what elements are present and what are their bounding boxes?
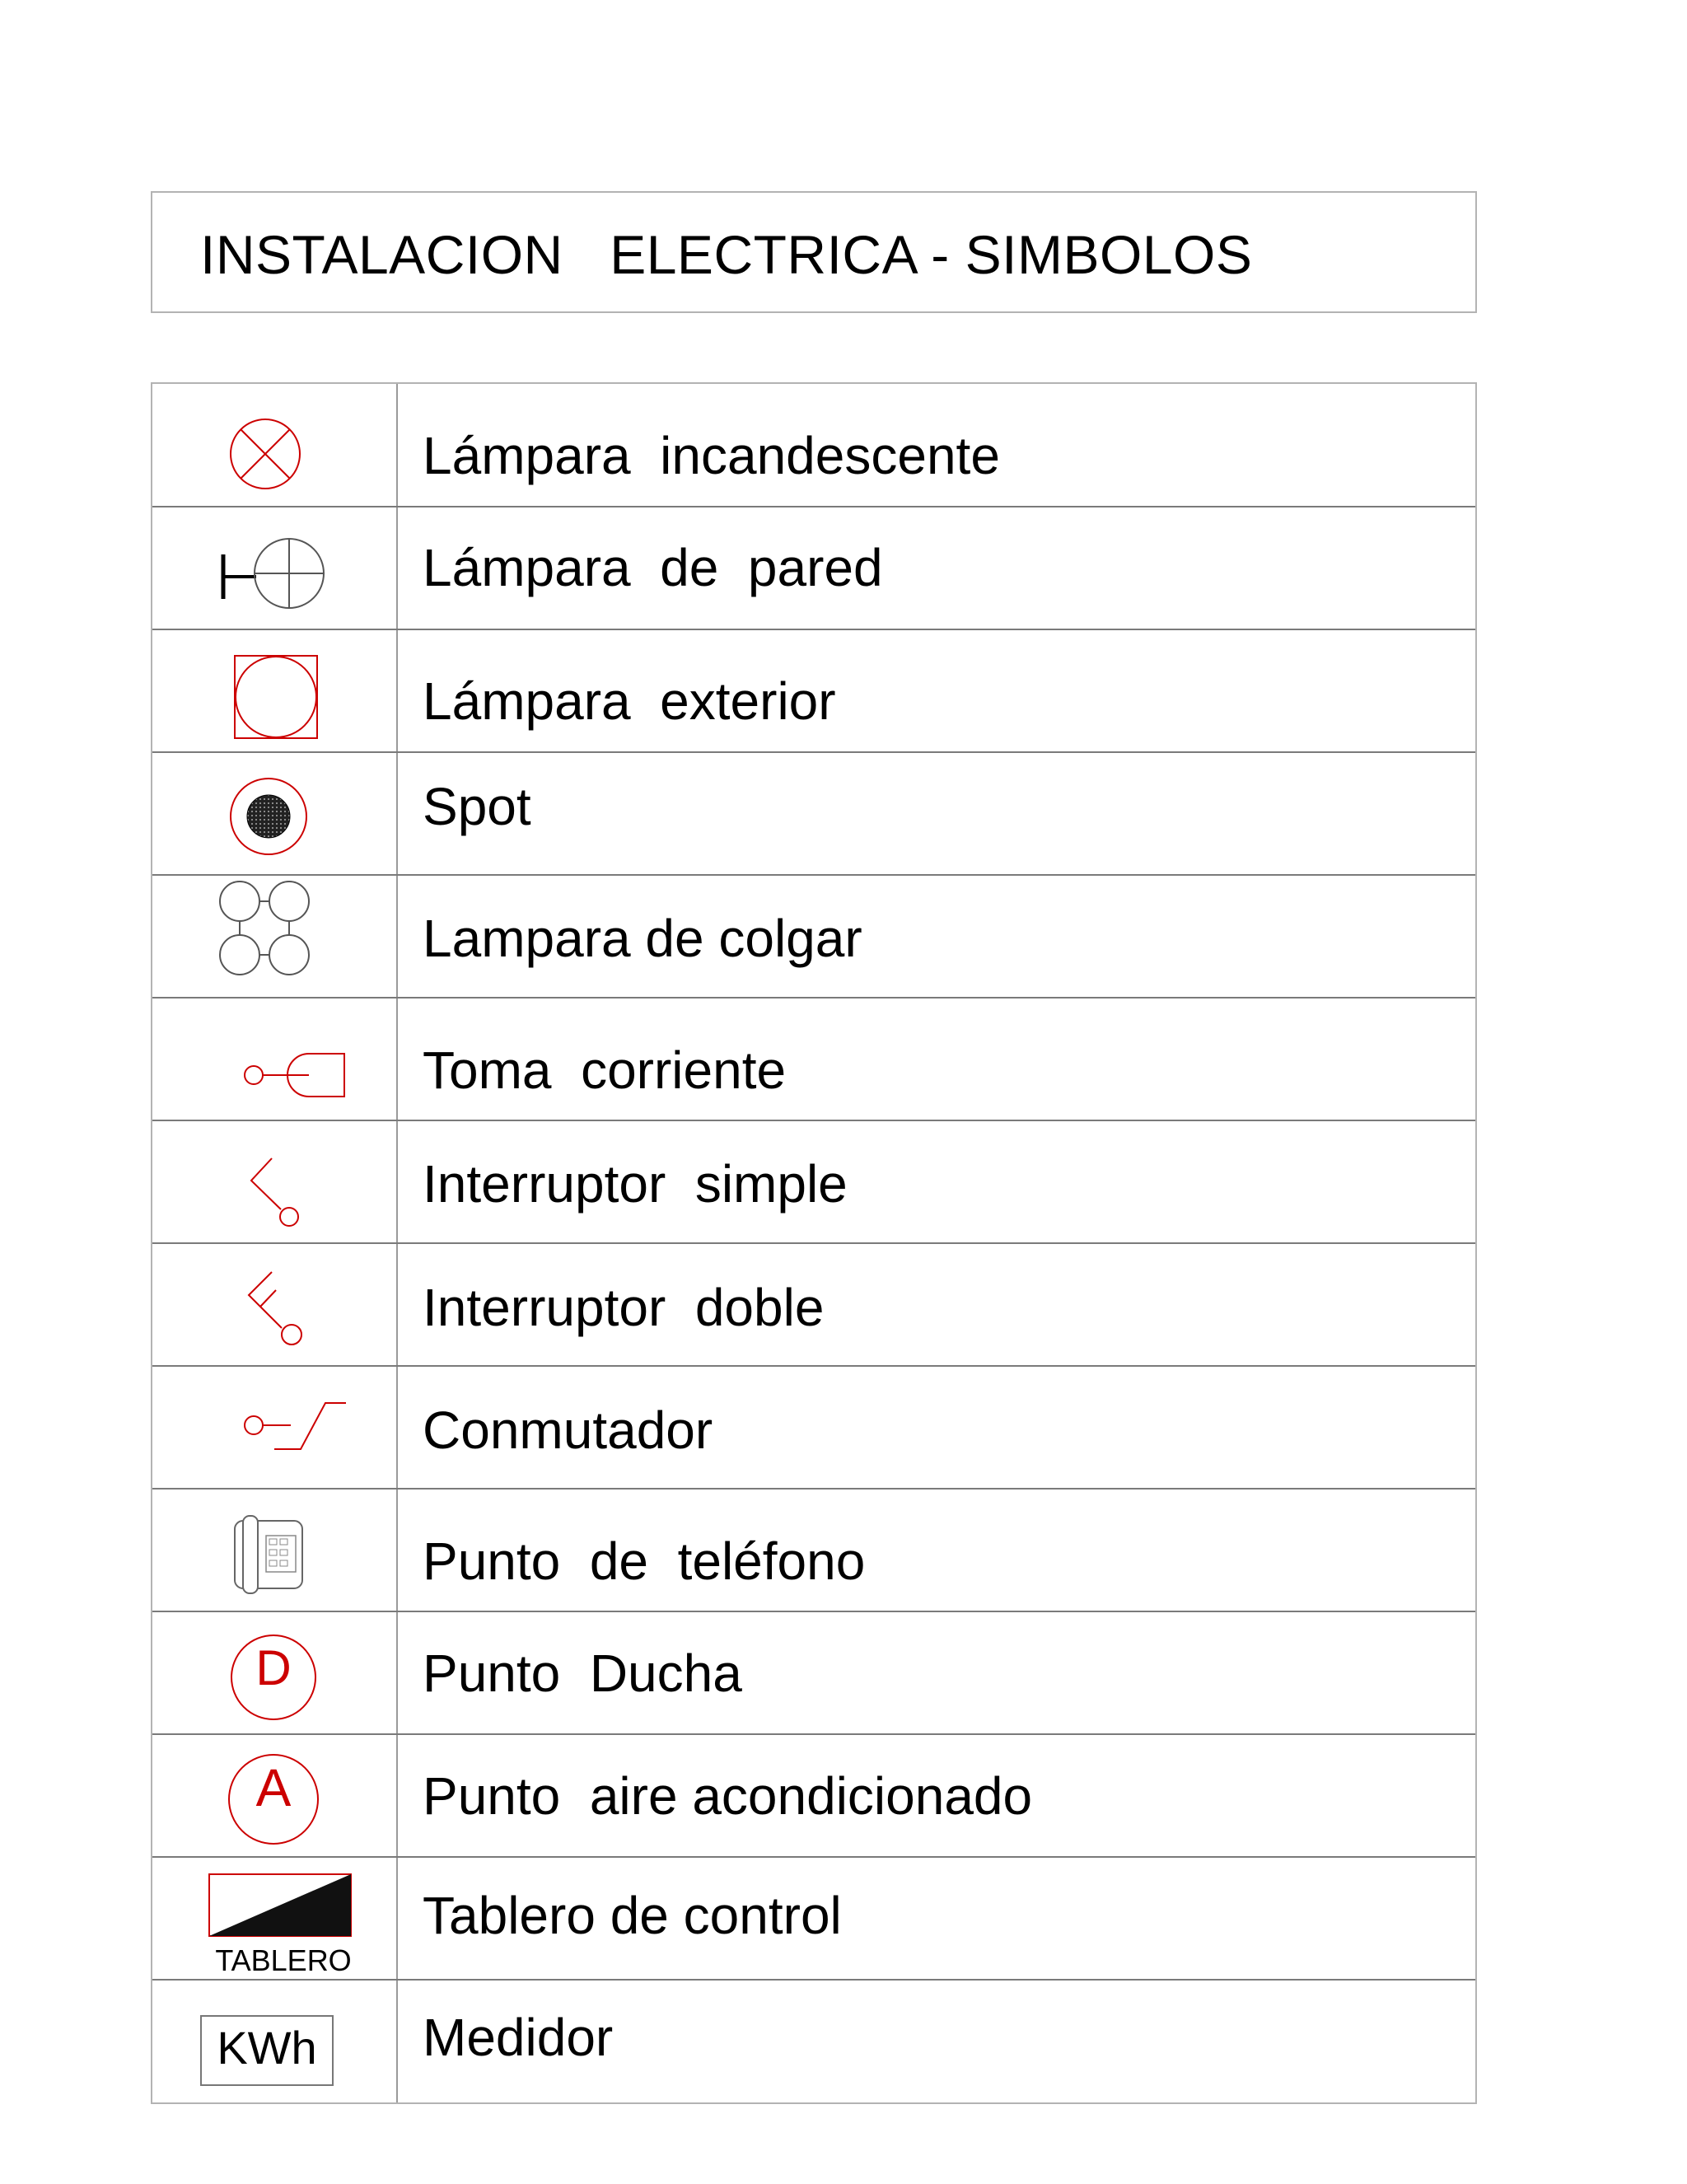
exterior-lamp-icon	[152, 630, 396, 753]
table-row	[152, 629, 1475, 751]
hanging-lamp-icon	[152, 876, 396, 998]
control-panel-icon	[152, 1858, 396, 1981]
row-label: Interruptor doble	[423, 1278, 825, 1337]
symbol-letter: A	[255, 1758, 292, 1817]
page-title: INSTALACION ELECTRICA - SIMBOLOS	[200, 224, 1253, 285]
table-row	[152, 1611, 1475, 1733]
symbol-letter: D	[255, 1640, 292, 1695]
symbol-caption: TABLERO	[215, 1943, 352, 1977]
commutator-icon	[152, 1367, 396, 1490]
table-row	[152, 997, 1475, 1120]
symbol-table	[151, 382, 1477, 2104]
row-label: Lámpara exterior	[423, 671, 836, 731]
symbol-caption: KWh	[217, 2022, 317, 2074]
telephone-icon	[152, 1490, 396, 1612]
table-row	[152, 1120, 1475, 1242]
table-row	[152, 1488, 1475, 1611]
wall-lamp-icon	[152, 507, 396, 630]
outlet-icon	[152, 998, 396, 1121]
table-row	[152, 751, 1475, 874]
row-label: Punto aire acondicionado	[423, 1766, 1033, 1826]
table-row	[152, 1733, 1475, 1856]
meter-icon	[152, 1981, 396, 2103]
row-label: Punto Ducha	[423, 1644, 742, 1703]
table-row	[152, 1979, 1475, 2102]
row-label: Punto de teléfono	[423, 1532, 866, 1591]
table-row	[152, 1856, 1475, 1979]
row-label: Spot	[423, 777, 531, 836]
row-label: Tablero de control	[423, 1886, 842, 1945]
incandescent-lamp-icon	[152, 384, 396, 507]
title-box	[151, 191, 1477, 313]
table-row	[152, 1242, 1475, 1365]
air-conditioning-icon	[152, 1735, 396, 1858]
table-row	[152, 1365, 1475, 1488]
row-label: Interruptor simple	[423, 1154, 848, 1214]
spot-icon	[152, 753, 396, 876]
row-label: Conmutador	[423, 1401, 713, 1460]
table-row	[152, 506, 1475, 629]
table-row	[152, 384, 1475, 507]
row-label: Lámpara incandescente	[423, 426, 1000, 485]
row-label: Lámpara de pared	[423, 538, 883, 597]
table-row	[152, 874, 1475, 997]
row-label: Lampara de colgar	[423, 909, 862, 968]
single-switch-icon	[152, 1121, 396, 1244]
double-switch-icon	[152, 1244, 396, 1367]
shower-point-icon	[152, 1612, 396, 1735]
row-label: Medidor	[423, 2008, 614, 2067]
row-label: Toma corriente	[423, 1041, 787, 1100]
